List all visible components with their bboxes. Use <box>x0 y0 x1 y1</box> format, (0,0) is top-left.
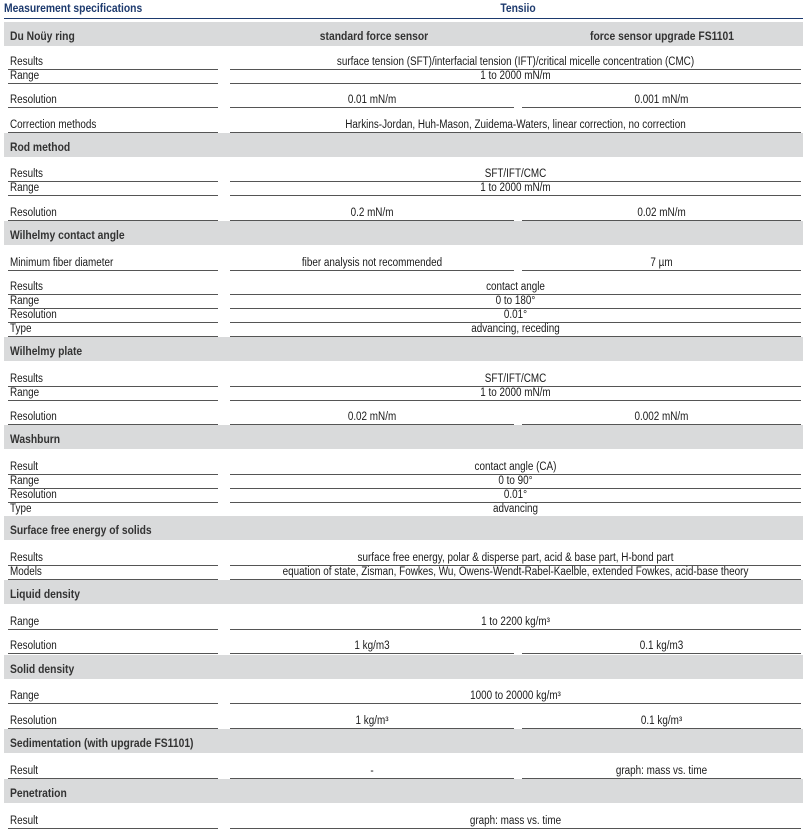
section-header <box>4 779 803 803</box>
label-underline <box>8 400 218 401</box>
section-title: Wilhelmy contact angle <box>10 228 125 242</box>
value-underline <box>230 83 801 84</box>
row-label: Models <box>10 566 42 578</box>
row-value: graph: mass vs. time <box>469 815 562 827</box>
spec-row <box>4 94 803 108</box>
row-value: 1 to 2000 mN/m <box>480 70 551 82</box>
spec-row <box>4 552 803 566</box>
row-value: 1 to 2200 kg/m³ <box>481 616 550 628</box>
spec-row <box>4 207 803 221</box>
row-value-upgrade: 0.001 mN/m <box>634 94 689 106</box>
row-value-upgrade: 0.1 kg/m³ <box>640 715 683 727</box>
spec-row <box>4 815 803 829</box>
row-label: Resolution <box>10 411 57 423</box>
row-label: Results <box>10 56 43 68</box>
row-value-upgrade: graph: mass vs. time <box>615 765 708 777</box>
label-underline <box>8 653 218 654</box>
value-underline-upgrade <box>522 653 801 654</box>
spec-row <box>4 489 803 503</box>
value-underline-upgrade <box>522 107 801 108</box>
spec-row <box>4 323 803 337</box>
label-underline <box>8 828 218 829</box>
value-underline <box>230 195 801 196</box>
row-value-standard: 1 kg/m3 <box>354 640 390 652</box>
header-left: Measurement specifications <box>4 1 143 15</box>
row-value: 0.01° <box>503 309 528 321</box>
column-heading-upgrade: force sensor upgrade FS1101 <box>589 29 734 43</box>
row-value-standard: 0.2 mN/m <box>350 207 394 219</box>
row-value: Harkins-Jordan, Huh-Mason, Zuidema-Waters, linear correction, no correction <box>345 119 686 131</box>
row-value-standard: - <box>370 765 374 777</box>
label-underline <box>8 107 218 108</box>
row-value: 1000 to 20000 kg/m³ <box>470 690 561 702</box>
row-label: Resolution <box>10 207 57 219</box>
spec-row <box>4 690 803 704</box>
spec-row <box>4 281 803 295</box>
value-underline <box>230 703 801 704</box>
value-underline-standard <box>230 270 514 271</box>
spec-row <box>4 640 803 654</box>
spec-row <box>4 765 803 779</box>
row-value-standard: 0.01 mN/m <box>347 94 397 106</box>
section-title: Penetration <box>10 786 67 800</box>
row-value: 0 to 180° <box>495 295 536 307</box>
label-underline <box>8 629 218 630</box>
row-value: contact angle (CA) <box>474 461 557 473</box>
spec-row <box>4 182 803 196</box>
value-underline <box>230 629 801 630</box>
spec-row <box>4 411 803 425</box>
section-header <box>4 425 803 449</box>
section-header <box>4 337 803 361</box>
row-value: advancing, receding <box>471 323 560 335</box>
section-header <box>4 729 803 753</box>
row-value: 1 to 2000 mN/m <box>480 182 551 194</box>
spec-row <box>4 461 803 475</box>
row-label: Range <box>10 616 40 628</box>
value-underline-upgrade <box>522 270 801 271</box>
row-value: SFT/IFT/CMC <box>484 373 547 385</box>
row-label: Results <box>10 281 43 293</box>
row-label: Range <box>10 182 40 194</box>
spec-row <box>4 56 803 70</box>
row-label: Range <box>10 690 40 702</box>
section-header <box>4 22 803 46</box>
spec-row <box>4 119 803 133</box>
spec-row <box>4 715 803 729</box>
section-title: Surface free energy of solids <box>10 523 152 537</box>
value-underline-standard <box>230 653 514 654</box>
row-label: Resolution <box>10 715 57 727</box>
row-value: surface free energy, polar & disperse part, acid & base part, H-bond part <box>357 552 674 564</box>
row-label: Results <box>10 373 43 385</box>
row-value-upgrade: 0.02 mN/m <box>637 207 686 219</box>
spec-row <box>4 475 803 489</box>
value-underline <box>230 828 801 829</box>
row-label: Type <box>10 323 32 335</box>
row-label: Range <box>10 70 40 82</box>
spec-row <box>4 387 803 401</box>
section-title: Du Noüy ring <box>10 29 75 43</box>
section-header <box>4 221 803 245</box>
column-heading-standard: standard force sensor <box>319 29 429 43</box>
spec-row <box>4 168 803 182</box>
row-label: Resolution <box>10 489 57 501</box>
value-underline <box>230 400 801 401</box>
value-underline-standard <box>230 107 514 108</box>
header-right: Tensiio <box>500 1 536 15</box>
row-label: Range <box>10 475 40 487</box>
row-value-upgrade: 0.1 kg/m3 <box>639 640 684 652</box>
section-title: Washburn <box>10 432 61 446</box>
label-underline <box>8 703 218 704</box>
label-underline <box>8 83 218 84</box>
spec-row <box>4 70 803 84</box>
row-label: Result <box>10 815 39 827</box>
row-label: Result <box>10 461 39 473</box>
row-value-upgrade: 0.002 mN/m <box>634 411 689 423</box>
row-value: advancing <box>492 503 539 515</box>
section-header <box>4 580 803 604</box>
section-title: Sedimentation (with upgrade FS1101) <box>10 736 194 750</box>
row-value: 1 to 2000 mN/m <box>480 387 551 399</box>
label-underline <box>8 270 218 271</box>
section-header <box>4 133 803 157</box>
row-value-standard: 1 kg/m³ <box>355 715 389 727</box>
spec-row <box>4 373 803 387</box>
section-header <box>4 655 803 679</box>
table-header <box>4 0 803 19</box>
row-label: Resolution <box>10 94 57 106</box>
spec-row <box>4 295 803 309</box>
label-underline <box>8 195 218 196</box>
row-value: equation of state, Zisman, Fowkes, Wu, Owens-Wendt-Rabel-Kaelble, extended Fowkes, acid-base theory <box>282 566 749 578</box>
row-label: Correction methods <box>10 119 97 131</box>
section-title: Solid density <box>10 662 75 676</box>
row-label: Results <box>10 552 43 564</box>
row-value: contact angle <box>486 281 545 293</box>
row-label: Resolution <box>10 309 57 321</box>
row-value: SFT/IFT/CMC <box>484 168 547 180</box>
section-title: Rod method <box>10 140 71 154</box>
specifications-table <box>4 0 803 827</box>
row-label: Minimum fiber diameter <box>10 257 114 269</box>
section-header <box>4 516 803 540</box>
row-value: 0 to 90° <box>498 475 533 487</box>
spec-row <box>4 309 803 323</box>
row-label: Range <box>10 387 40 399</box>
row-value-upgrade: 7 µm <box>650 257 673 269</box>
row-label: Results <box>10 168 43 180</box>
spec-row <box>4 503 803 517</box>
row-label: Range <box>10 295 40 307</box>
section-title: Liquid density <box>10 587 80 601</box>
spec-row <box>4 257 803 271</box>
section-title: Wilhelmy plate <box>10 344 83 358</box>
row-value: 0.01° <box>503 489 528 501</box>
row-label: Result <box>10 765 39 777</box>
row-label: Type <box>10 503 32 515</box>
row-value-standard: 0.02 mN/m <box>347 411 397 423</box>
row-value-standard: fiber analysis not recommended <box>301 257 443 269</box>
row-label: Resolution <box>10 640 57 652</box>
spec-row <box>4 566 803 580</box>
spec-row <box>4 616 803 630</box>
row-value: surface tension (SFT)/interfacial tension (IFT)/critical micelle concentration (CMC) <box>336 56 695 68</box>
